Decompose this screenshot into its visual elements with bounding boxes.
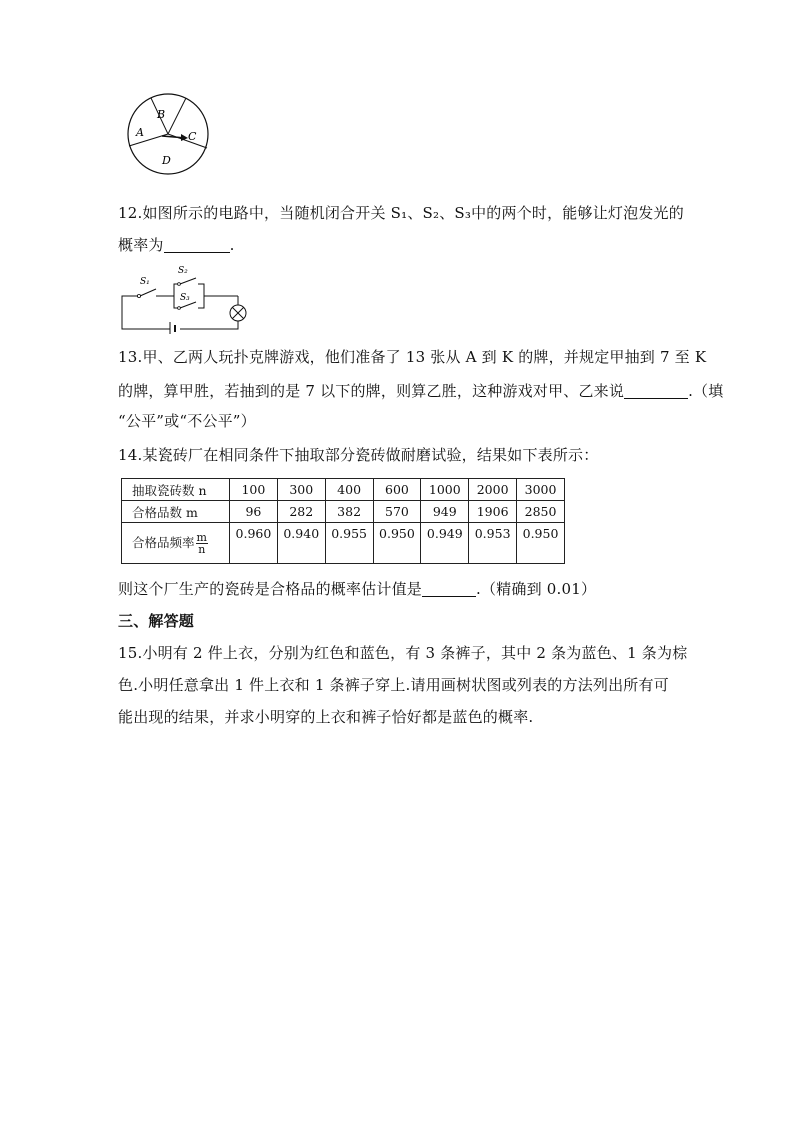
question-13-line-2 — [118, 376, 723, 406]
table-row-sample-count — [122, 479, 565, 501]
spinner-figure — [124, 92, 216, 176]
cell-frequency: 0.940 — [277, 523, 325, 564]
spinner-label-b: B — [157, 108, 166, 121]
cell-qualified-count: 96 — [230, 501, 278, 523]
row-header-frequency — [122, 523, 230, 564]
question-13-suffix: .（填 — [688, 382, 724, 400]
cell-qualified-count: 570 — [373, 501, 421, 523]
question-14-conclusion-suffix: .（精确到 0.01） — [476, 580, 597, 598]
question-15-line-2: 色.小明任意拿出 1 件上衣和 1 条裤子穿上.请用画树状图或列表的方法列出所有可 — [118, 676, 669, 694]
row-header-qualified-count: 合格品数 m — [122, 501, 230, 523]
question-12-prefix: 概率为 — [118, 236, 164, 254]
row-header-sample-count: 抽取瓷砖数 n — [122, 479, 230, 501]
question-15-line-1: 15.小明有 2 件上衣，分别为红色和蓝色，有 3 条裤子，其中 2 条为蓝色、1 条为棕 — [118, 644, 688, 662]
switch-s3-contact — [178, 307, 181, 310]
circuit-wire-left — [122, 296, 170, 329]
spinner-divider-upper-right — [168, 98, 186, 134]
cell-sample-count: 100 — [230, 479, 278, 501]
question-14-conclusion-prefix: 则这个厂生产的瓷砖是合格品的概率估计值是 — [118, 580, 423, 598]
cell-qualified-count: 949 — [421, 501, 469, 523]
question-12-line-1: 12.如图所示的电路中，当随机闭合开关 S₁、S₂、S₃中的两个时，能够让灯泡发光的 — [118, 204, 684, 222]
row-header-frequency-label: 合格品频率 — [132, 534, 195, 550]
cell-qualified-count: 1906 — [469, 501, 517, 523]
spinner-label-c: C — [188, 130, 197, 143]
switch-s2-blade — [180, 278, 196, 284]
wear-test-table — [121, 478, 565, 564]
switch-s1-blade — [140, 289, 156, 296]
circuit-diagram — [118, 262, 248, 334]
question-13-line-1: 13.甲、乙两人玩扑克牌游戏，他们准备了 13 张从 A 到 K 的牌，并规定甲抽到 7 至 K — [118, 348, 707, 366]
branch-right-rail — [198, 284, 204, 308]
cell-sample-count: 2000 — [469, 479, 517, 501]
question-15-line-3: 能出现的结果，并求小明穿的上衣和裤子恰好都是蓝色的概率. — [118, 708, 534, 726]
question-12-line-2 — [118, 230, 235, 260]
cell-frequency: 0.955 — [325, 523, 373, 564]
cell-frequency: 0.949 — [421, 523, 469, 564]
cell-frequency: 0.960 — [230, 523, 278, 564]
spinner-label-a: A — [136, 126, 144, 139]
cell-frequency: 0.950 — [373, 523, 421, 564]
circuit-wire-right — [180, 321, 238, 329]
cell-frequency: 0.950 — [517, 523, 565, 564]
question-13-line-3: “公平”或“不公平”） — [118, 412, 256, 430]
switch-s1-label: S₁ — [140, 277, 150, 287]
switch-s2-contact — [178, 283, 181, 286]
fraction-denominator: n — [198, 542, 206, 556]
cell-sample-count: 1000 — [421, 479, 469, 501]
cell-sample-count: 3000 — [517, 479, 565, 501]
question-13-answer-blank — [624, 380, 688, 399]
question-13-prefix: 的牌，算甲胜，若抽到的是 7 以下的牌，则算乙胜，这种游戏对甲、乙来说 — [118, 382, 625, 400]
fraction-m-over-n — [196, 532, 208, 555]
switch-s2-label: S₂ — [178, 266, 188, 276]
cell-frequency: 0.953 — [469, 523, 517, 564]
table-row-qualified-count — [122, 501, 565, 523]
question-14-answer-blank — [422, 578, 476, 597]
spinner-label-d: D — [162, 154, 171, 167]
cell-sample-count: 400 — [325, 479, 373, 501]
question-14-conclusion — [118, 574, 596, 604]
question-12-answer-blank — [164, 234, 230, 253]
fraction-numerator: m — [196, 530, 207, 544]
cell-qualified-count: 282 — [277, 501, 325, 523]
cell-qualified-count: 2850 — [517, 501, 565, 523]
branch-left-rail — [174, 284, 178, 308]
question-12-suffix: . — [229, 236, 235, 254]
question-14-intro: 14.某瓷砖厂在相同条件下抽取部分瓷砖做耐磨试验，结果如下表所示： — [118, 446, 599, 464]
switch-s3-label: S₃ — [180, 293, 190, 303]
table-row-frequency — [122, 523, 565, 564]
section-heading: 三、解答题 — [118, 612, 195, 630]
cell-qualified-count: 382 — [325, 501, 373, 523]
cell-sample-count: 600 — [373, 479, 421, 501]
cell-sample-count: 300 — [277, 479, 325, 501]
